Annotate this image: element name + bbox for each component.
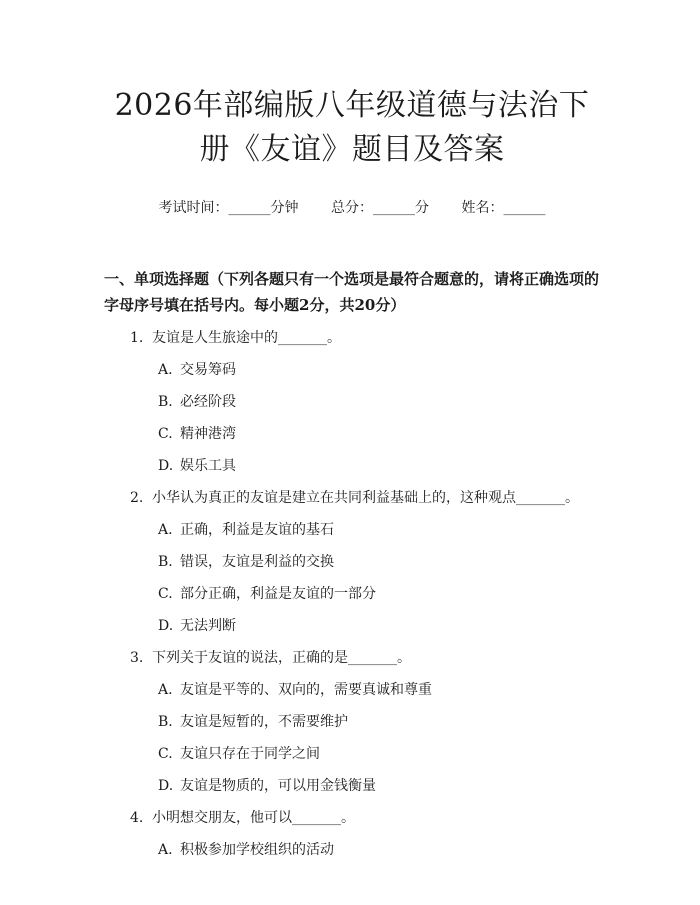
question-text: 下列关于友谊的说法，正确的是_______。	[152, 650, 411, 666]
question-number: 1.	[130, 330, 144, 346]
option-text: 友谊是短暂的，不需要维护	[180, 714, 348, 730]
exam-time-field: 考试时间：______分钟	[158, 200, 299, 216]
question-1-option-c	[104, 422, 600, 446]
total-score-field: 总分：______分	[331, 200, 429, 216]
option-text: 错误，友谊是利益的交换	[180, 554, 334, 570]
option-letter: B.	[158, 714, 173, 730]
question-2	[104, 486, 600, 510]
question-1-option-a	[104, 358, 600, 382]
option-text: 娱乐工具	[180, 458, 236, 474]
option-letter: D.	[158, 618, 174, 634]
question-1	[104, 326, 600, 350]
option-letter: C.	[158, 746, 173, 762]
question-text: 小明想交朋友，他可以_______。	[152, 810, 355, 826]
name-field: 姓名：______	[461, 200, 546, 216]
option-letter: D.	[158, 778, 174, 794]
question-2-option-b	[104, 550, 600, 574]
question-number: 3.	[130, 650, 144, 666]
question-3-option-d	[104, 774, 600, 798]
question-number: 4.	[130, 810, 144, 826]
section-heading-single-choice: 一、单项选择题（下列各题只有一个选项是最符合题意的，请将正确选项的字母序号填在括号内。每小题2分，共20分）	[104, 270, 600, 314]
option-text: 精神港湾	[180, 426, 236, 442]
question-2-option-c	[104, 582, 600, 606]
question-3-option-a	[104, 678, 600, 702]
question-number: 2.	[130, 490, 144, 506]
question-2-option-d	[104, 614, 600, 638]
question-4	[104, 806, 600, 830]
option-letter: B.	[158, 394, 173, 410]
question-text: 友谊是人生旅途中的_______。	[152, 330, 341, 346]
question-1-option-b	[104, 390, 600, 414]
option-text: 正确，利益是友谊的基石	[180, 522, 334, 538]
option-letter: A.	[158, 682, 173, 698]
option-letter: A.	[158, 362, 173, 378]
exam-info	[104, 198, 600, 218]
option-text: 无法判断	[180, 618, 236, 634]
option-text: 友谊是物质的，可以用金钱衡量	[180, 778, 376, 794]
question-2-option-a	[104, 518, 600, 542]
option-text: 友谊是平等的、双向的，需要真诚和尊重	[180, 682, 432, 698]
question-1-option-d	[104, 454, 600, 478]
option-text: 交易筹码	[180, 362, 236, 378]
option-letter: B.	[158, 554, 173, 570]
question-3-option-b	[104, 710, 600, 734]
option-text: 必经阶段	[180, 394, 236, 410]
option-letter: C.	[158, 426, 173, 442]
question-3-option-c	[104, 742, 600, 766]
option-text: 友谊只存在于同学之间	[180, 746, 320, 762]
document-title: 2026年部编版八年级道德与法治下册《友谊》题目及答案	[114, 88, 590, 167]
option-letter: A.	[158, 522, 173, 538]
option-text: 积极参加学校组织的活动	[180, 842, 334, 858]
question-3	[104, 646, 600, 670]
option-text: 部分正确，利益是友谊的一部分	[180, 586, 376, 602]
option-letter: D.	[158, 458, 174, 474]
question-text: 小华认为真正的友谊是建立在共同利益基础上的，这种观点_______。	[152, 490, 579, 506]
question-4-option-a	[104, 838, 600, 862]
option-letter: C.	[158, 586, 173, 602]
option-letter: A.	[158, 842, 173, 858]
